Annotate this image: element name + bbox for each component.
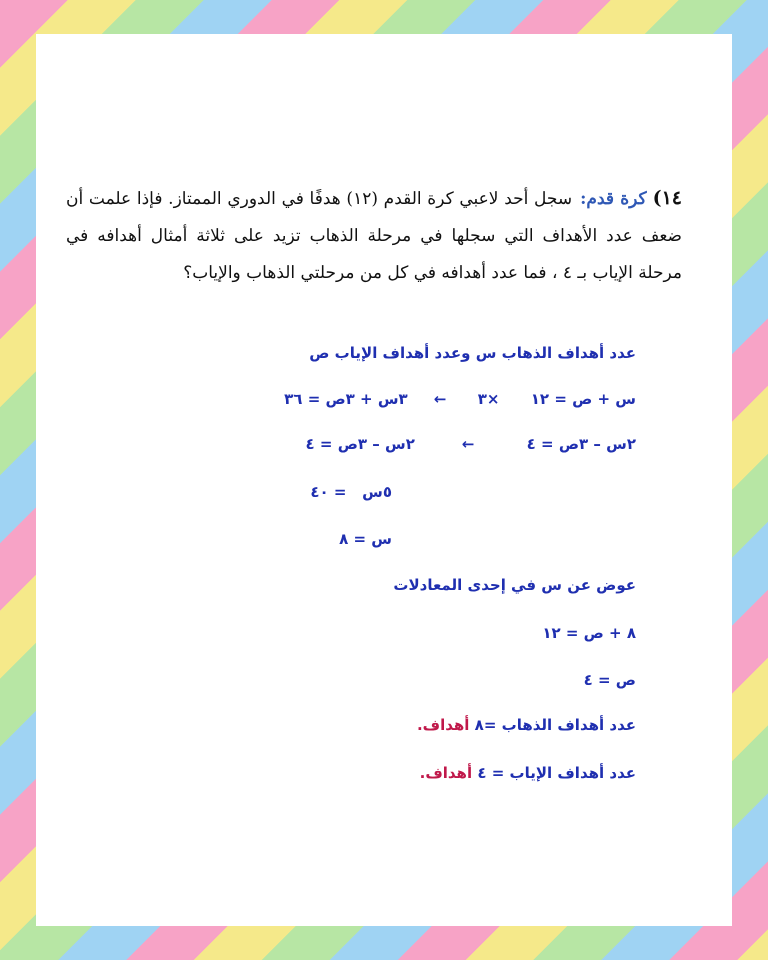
answer-first-leg-unit: أهداف. (416, 716, 470, 734)
problem-topic: كرة قدم: (580, 189, 647, 209)
substitute-heading: عوض عن س في إحدى المعادلات (393, 576, 636, 594)
solution-intro: عدد أهداف الذهاب س وعدد أهداف الإياب ص (309, 344, 636, 362)
answer-first-leg-text: عدد أهداف الذهاب =٨ (469, 716, 636, 734)
equation-1: س + ص = ١٢ ×٣ ← ٣س + ٣ص = ٣٦ (284, 390, 636, 408)
worksheet-page (36, 34, 732, 926)
answer-second-leg-text: عدد أهداف الإياب = ٤ (472, 764, 636, 782)
answer-first-leg (417, 714, 636, 736)
substitution-equation: ٨ + ص = ١٢ (542, 624, 636, 642)
y-value: ص = ٤ (583, 671, 636, 689)
problem-statement (66, 180, 682, 292)
x-value: س = ٨ (339, 530, 392, 548)
problem-number: ١٤) (652, 187, 682, 209)
answer-second-leg (420, 762, 636, 784)
answer-second-leg-unit: أهداف. (419, 764, 473, 782)
sum-equation: ٥س = ٤٠ (310, 483, 392, 501)
problem-text: سجل أحد لاعبي كرة القدم (١٢) هدفًا في الدوري الممتاز. فإذا علمت أن ضعف عدد الأهداف التي سجلها في مرحلة الذهاب تزيد على ثلاثة أمثال أهدافه في مرحلة الإياب بـ ٤ ، فما عدد أهدافه في كل من مرحلتي الذهاب والإياب؟ (66, 189, 682, 283)
equation-2: ٢س – ٣ص = ٤ ← ٢س – ٣ص = ٤ (305, 435, 636, 453)
